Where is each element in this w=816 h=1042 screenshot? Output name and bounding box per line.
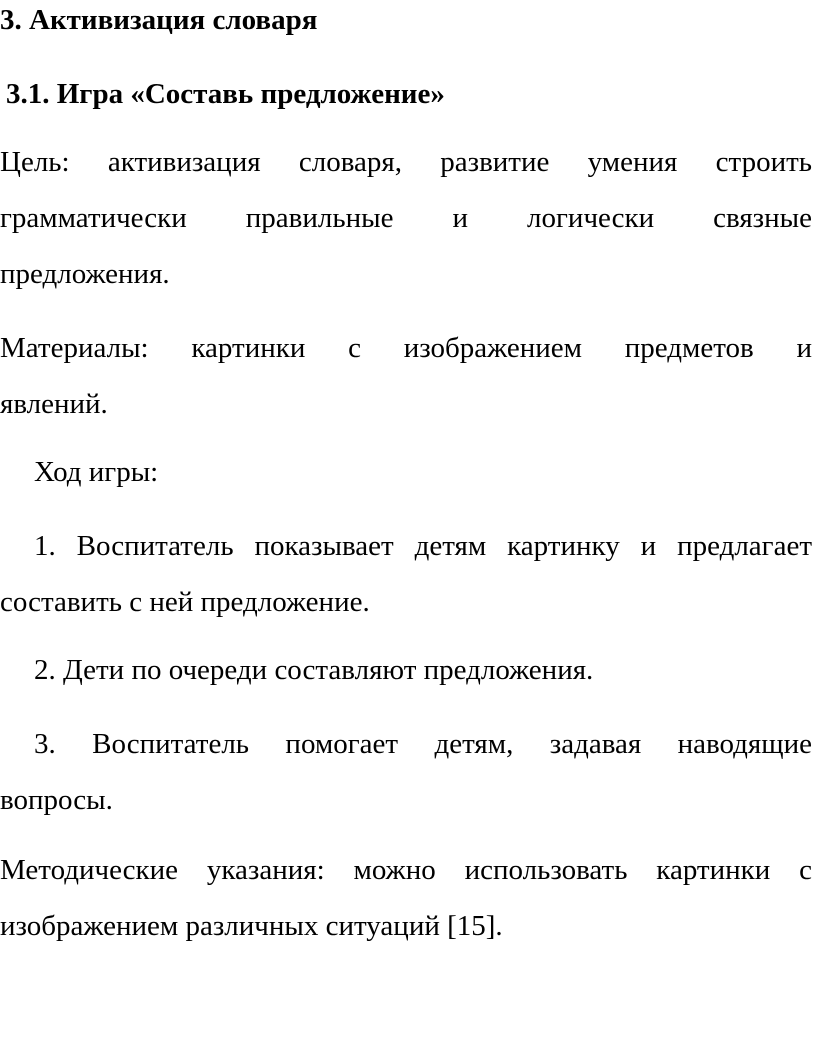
goal-line-1: Цель: активизация словаря, развитие умения строить xyxy=(0,146,812,178)
goal-line-3: предложения. xyxy=(0,258,170,290)
step-3-line-1: 3. Воспитатель помогает детям, задавая наводящие xyxy=(34,728,812,760)
step-3-line-2: вопросы. xyxy=(0,784,113,816)
course-label: Ход игры: xyxy=(34,456,159,488)
section-heading: 3. Активизация словаря xyxy=(0,4,318,36)
guidelines-line-2: изображением различных ситуаций [15]. xyxy=(0,910,503,942)
step-2-line-1: 2. Дети по очереди составляют предложения. xyxy=(34,654,594,686)
step-1-line-2: составить с ней предложение. xyxy=(0,586,370,618)
materials-line-2: явлений. xyxy=(0,388,108,420)
subsection-heading: 3.1. Игра «Составь предложение» xyxy=(6,78,445,110)
materials-line-1: Материалы: картинки с изображением предметов и xyxy=(0,332,812,364)
goal-line-2: грамматически правильные и логически связные xyxy=(0,202,812,234)
guidelines-line-1: Методические указания: можно использовать картинки с xyxy=(0,854,812,886)
step-1-line-1: 1. Воспитатель показывает детям картинку и предлагает xyxy=(34,530,812,562)
